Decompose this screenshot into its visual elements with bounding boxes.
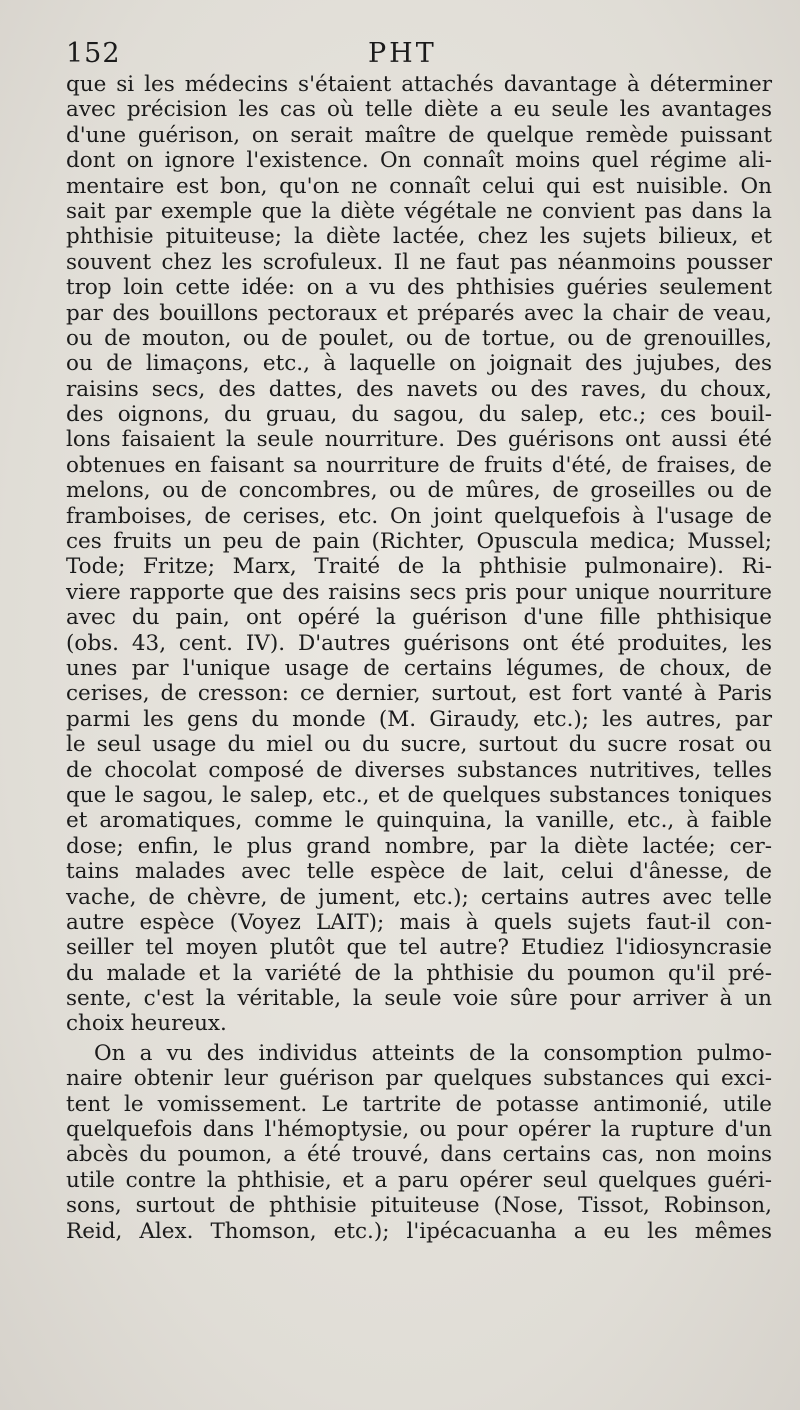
paragraph-2 [66,1041,772,1244]
text-line: des oignons, du gruau, du sagou, du salep, etc.; ces bouil- [66,402,772,428]
page-number: 152 [66,38,121,69]
text-line: framboises, de cerises, etc. On joint quelquefois à l'usage de [66,503,772,529]
text-line: seiller tel moyen plutôt que tel autre? Etudiez l'idiosyncrasie [66,935,772,961]
text-line: choix heureux. [66,1011,227,1037]
text-line: avec du pain, ont opéré la guérison d'une fille phthisique [66,605,772,631]
text-line: cerises, de cresson: ce dernier, surtout, est fort vanté à Paris [66,681,772,707]
text-line: trop loin cette idée: on a vu des phthisies guéries seulement [66,275,772,301]
text-line: ou de mouton, ou de poulet, ou de tortue, ou de grenouilles, [66,325,772,351]
text-line: avec précision les cas où telle diète a eu seule les avantages [66,97,772,123]
text-line: tent le vomissement. Le tartrite de potasse antimonié, utile [66,1091,772,1117]
text-line: que si les médecins s'étaient attachés davantage à déterminer [66,72,772,97]
text-line: mentaire est bon, qu'on ne connaît celui qui est nuisible. On [66,173,772,199]
text-line: ces fruits un peu de pain (Richter, Opuscula medica; Mussel; [66,529,772,555]
text-line: viere rapporte que des raisins secs pris pour unique nourriture [66,579,772,605]
text-line: tains malades avec telle espèce de lait, celui d'ânesse, de [66,859,772,885]
text-line: sait par exemple que la diète végétale ne convient pas dans la [66,198,772,224]
text-line: ou de limaçons, etc., à laquelle on joignait des jujubes, des [66,351,772,377]
text-line: On a vu des individus atteints de la consomption pulmo- [94,1040,772,1066]
text-line: le seul usage du miel ou du sucre, surtout du sucre rosat ou [66,732,772,758]
text-line: sons, surtout de phthisie pituiteuse (Nose, Tissot, Robinson, [66,1193,772,1219]
paragraph-1 [66,72,772,1037]
text-line: obtenues en faisant sa nourriture de fruits d'été, de fraises, de [66,452,772,478]
text-line: sente, c'est la véritable, la seule voie sûre pour arriver à un [66,986,772,1012]
text-line: dose; enfin, le plus grand nombre, par la diète lactée; cer- [66,833,772,859]
text-line: Tode; Fritze; Marx, Traité de la phthisie pulmonaire). Ri- [66,554,772,580]
text-line: souvent chez les scrofuleux. Il ne faut pas néanmoins pousser [66,249,772,275]
text-line: et aromatiques, comme le quinquina, la vanille, etc., à faible [66,808,772,834]
text-line: phthisie pituiteuse; la diète lactée, chez les sujets bilieux, et [66,224,772,250]
text-line: parmi les gens du monde (M. Giraudy, etc.); les autres, par [66,706,772,732]
text-line: Reid, Alex. Thomson, etc.); l'ipécacuanha a eu les mêmes [66,1218,772,1244]
text-line: d'une guérison, on serait maître de quelque remède puissant [66,122,772,148]
text-line: quelquefois dans l'hémoptysie, ou pour opérer la rupture d'un [66,1117,772,1143]
text-line: lons faisaient la seule nourriture. Des guérisons ont aussi été [66,427,772,453]
body-text [66,72,772,1244]
text-line: abcès du poumon, a été trouvé, dans certains cas, non moins [66,1142,772,1168]
text-line: raisins secs, des dattes, des navets ou des raves, du choux, [66,376,772,402]
running-head: PHT [368,38,437,69]
text-line: vache, de chèvre, de jument, etc.); certains autres avec telle [66,884,772,910]
text-line: par des bouillons pectoraux et préparés avec la chair de veau, [66,300,772,326]
text-line: du malade et la variété de la phthisie du poumon qu'il pré- [66,960,772,986]
text-line: melons, ou de concombres, ou de mûres, de groseilles ou de [66,478,772,504]
text-line: autre espèce (Voyez LAIT); mais à quels sujets faut-il con- [66,909,772,935]
text-line: unes par l'unique usage de certains légumes, de choux, de [66,655,772,681]
text-line: (obs. 43, cent. IV). D'autres guérisons ont été produites, les [66,630,772,656]
text-line: que le sagou, le salep, etc., et de quelques substances toniques [66,782,772,808]
text-line: utile contre la phthisie, et a paru opérer seul quelques guéri- [66,1167,772,1193]
text-line: dont on ignore l'existence. On connaît moins quel régime ali- [66,148,772,174]
text-line: naire obtenir leur guérison par quelques substances qui exci- [66,1066,772,1092]
text-line: de chocolat composé de diverses substances nutritives, telles [66,757,772,783]
